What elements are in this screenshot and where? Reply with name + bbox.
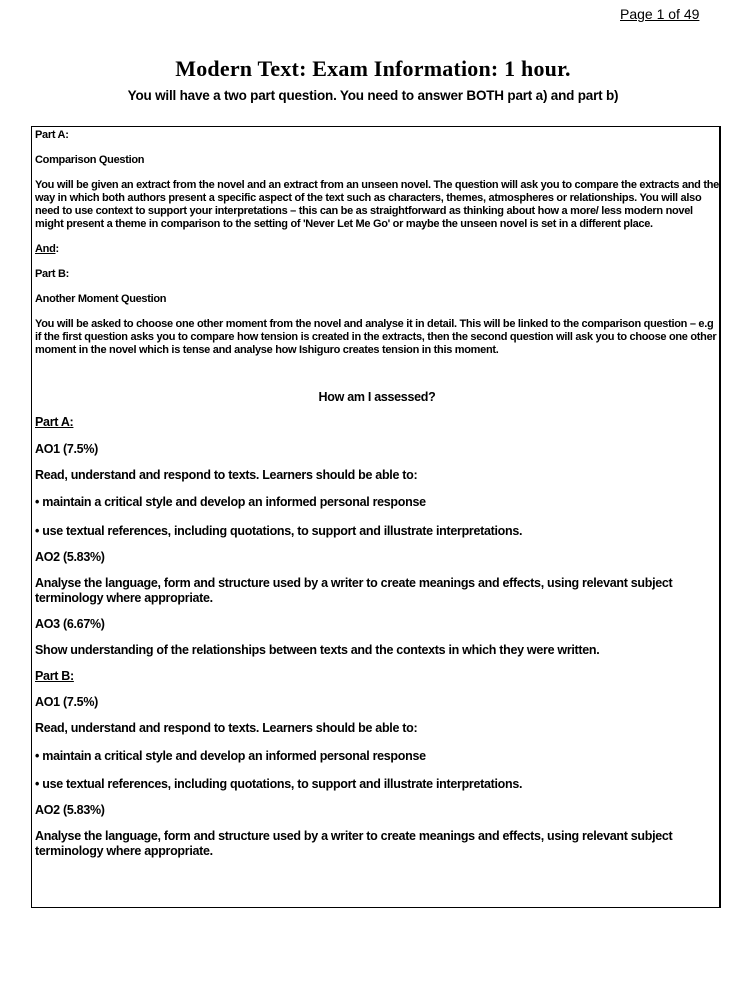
part-a-ao1-title: AO1 (7.5%) — [35, 442, 98, 456]
and-connector — [35, 243, 719, 256]
part-b-ao1-title: AO1 (7.5%) — [35, 695, 98, 709]
part-a-description: You will be given an extract from the novel and an extract from an unseen novel. The question will ask you to compare the extracts and the way in which both authors present a specific aspect of the text such as characters, themes, atmospheres or relationships. You will also need to use context to support your interpretations – this can be as straightforward as thinking about how a more/ less modern novel might present a theme in comparison to the setting of 'Never Let Me Go' or maybe the unseen novel is set in a different place. — [35, 179, 719, 230]
part-a-ao1-bullet-1: • maintain a critical style and develop an informed personal response — [35, 495, 426, 509]
part-a-ao3-title: AO3 (6.67%) — [35, 617, 105, 631]
part-a-ao3-text: Show understanding of the relationships between texts and the contexts in which they were written. — [35, 643, 600, 657]
part-a-question-type: Comparison Question — [35, 154, 145, 166]
page-subtitle: You will have a two part question. You need to answer BOTH part a) and part b) — [127, 88, 619, 103]
and-colon: : — [55, 243, 59, 255]
and-label: And — [35, 243, 56, 255]
page-title: Modern Text: Exam Information: 1 hour. — [175, 56, 571, 81]
part-b-ao1-bullet-1: • maintain a critical style and develop an informed personal response — [35, 749, 426, 763]
part-a-ao1-bullet-2: • use textual references, including quotations, to support and illustrate interpretations. — [35, 524, 523, 538]
part-a-ao1-intro: Read, understand and respond to texts. Learners should be able to: — [35, 468, 418, 482]
part-b-ao2-text: Analyse the language, form and structure used by a writer to create meanings and effects, using relevant subject terminology where appropriate. — [35, 829, 673, 858]
assessment-part-b-label: Part B: — [35, 669, 74, 683]
part-a-ao2-title: AO2 (5.83%) — [35, 550, 105, 564]
assessment-part-a-label: Part A: — [35, 415, 74, 429]
part-b-ao1-intro: Read, understand and respond to texts. Learners should be able to: — [35, 721, 418, 735]
part-a-heading: Part A: — [35, 129, 69, 141]
assessed-heading: How am I assessed? — [318, 390, 436, 404]
part-b-ao1-bullet-2: • use textual references, including quotations, to support and illustrate interpretations. — [35, 777, 523, 791]
page-number: Page 1 of 49 — [620, 6, 700, 22]
part-b-ao2-title: AO2 (5.83%) — [35, 803, 105, 817]
part-b-description: You will be asked to choose one other moment from the novel and analyse it in detail. This will be linked to the comparison question – e.g if the first question asks you to compare how tension is created in the extracts, then the second question will ask you to choose one other moment in the novel which is tense and analyse how Ishiguro creates tension in this moment. — [35, 318, 717, 356]
exam-info-box — [31, 126, 721, 908]
part-b-question-type: Another Moment Question — [35, 293, 167, 305]
part-b-heading: Part B: — [35, 268, 69, 280]
part-a-ao2-text: Analyse the language, form and structure used by a writer to create meanings and effects, using relevant subject terminology where appropriate. — [35, 576, 673, 605]
